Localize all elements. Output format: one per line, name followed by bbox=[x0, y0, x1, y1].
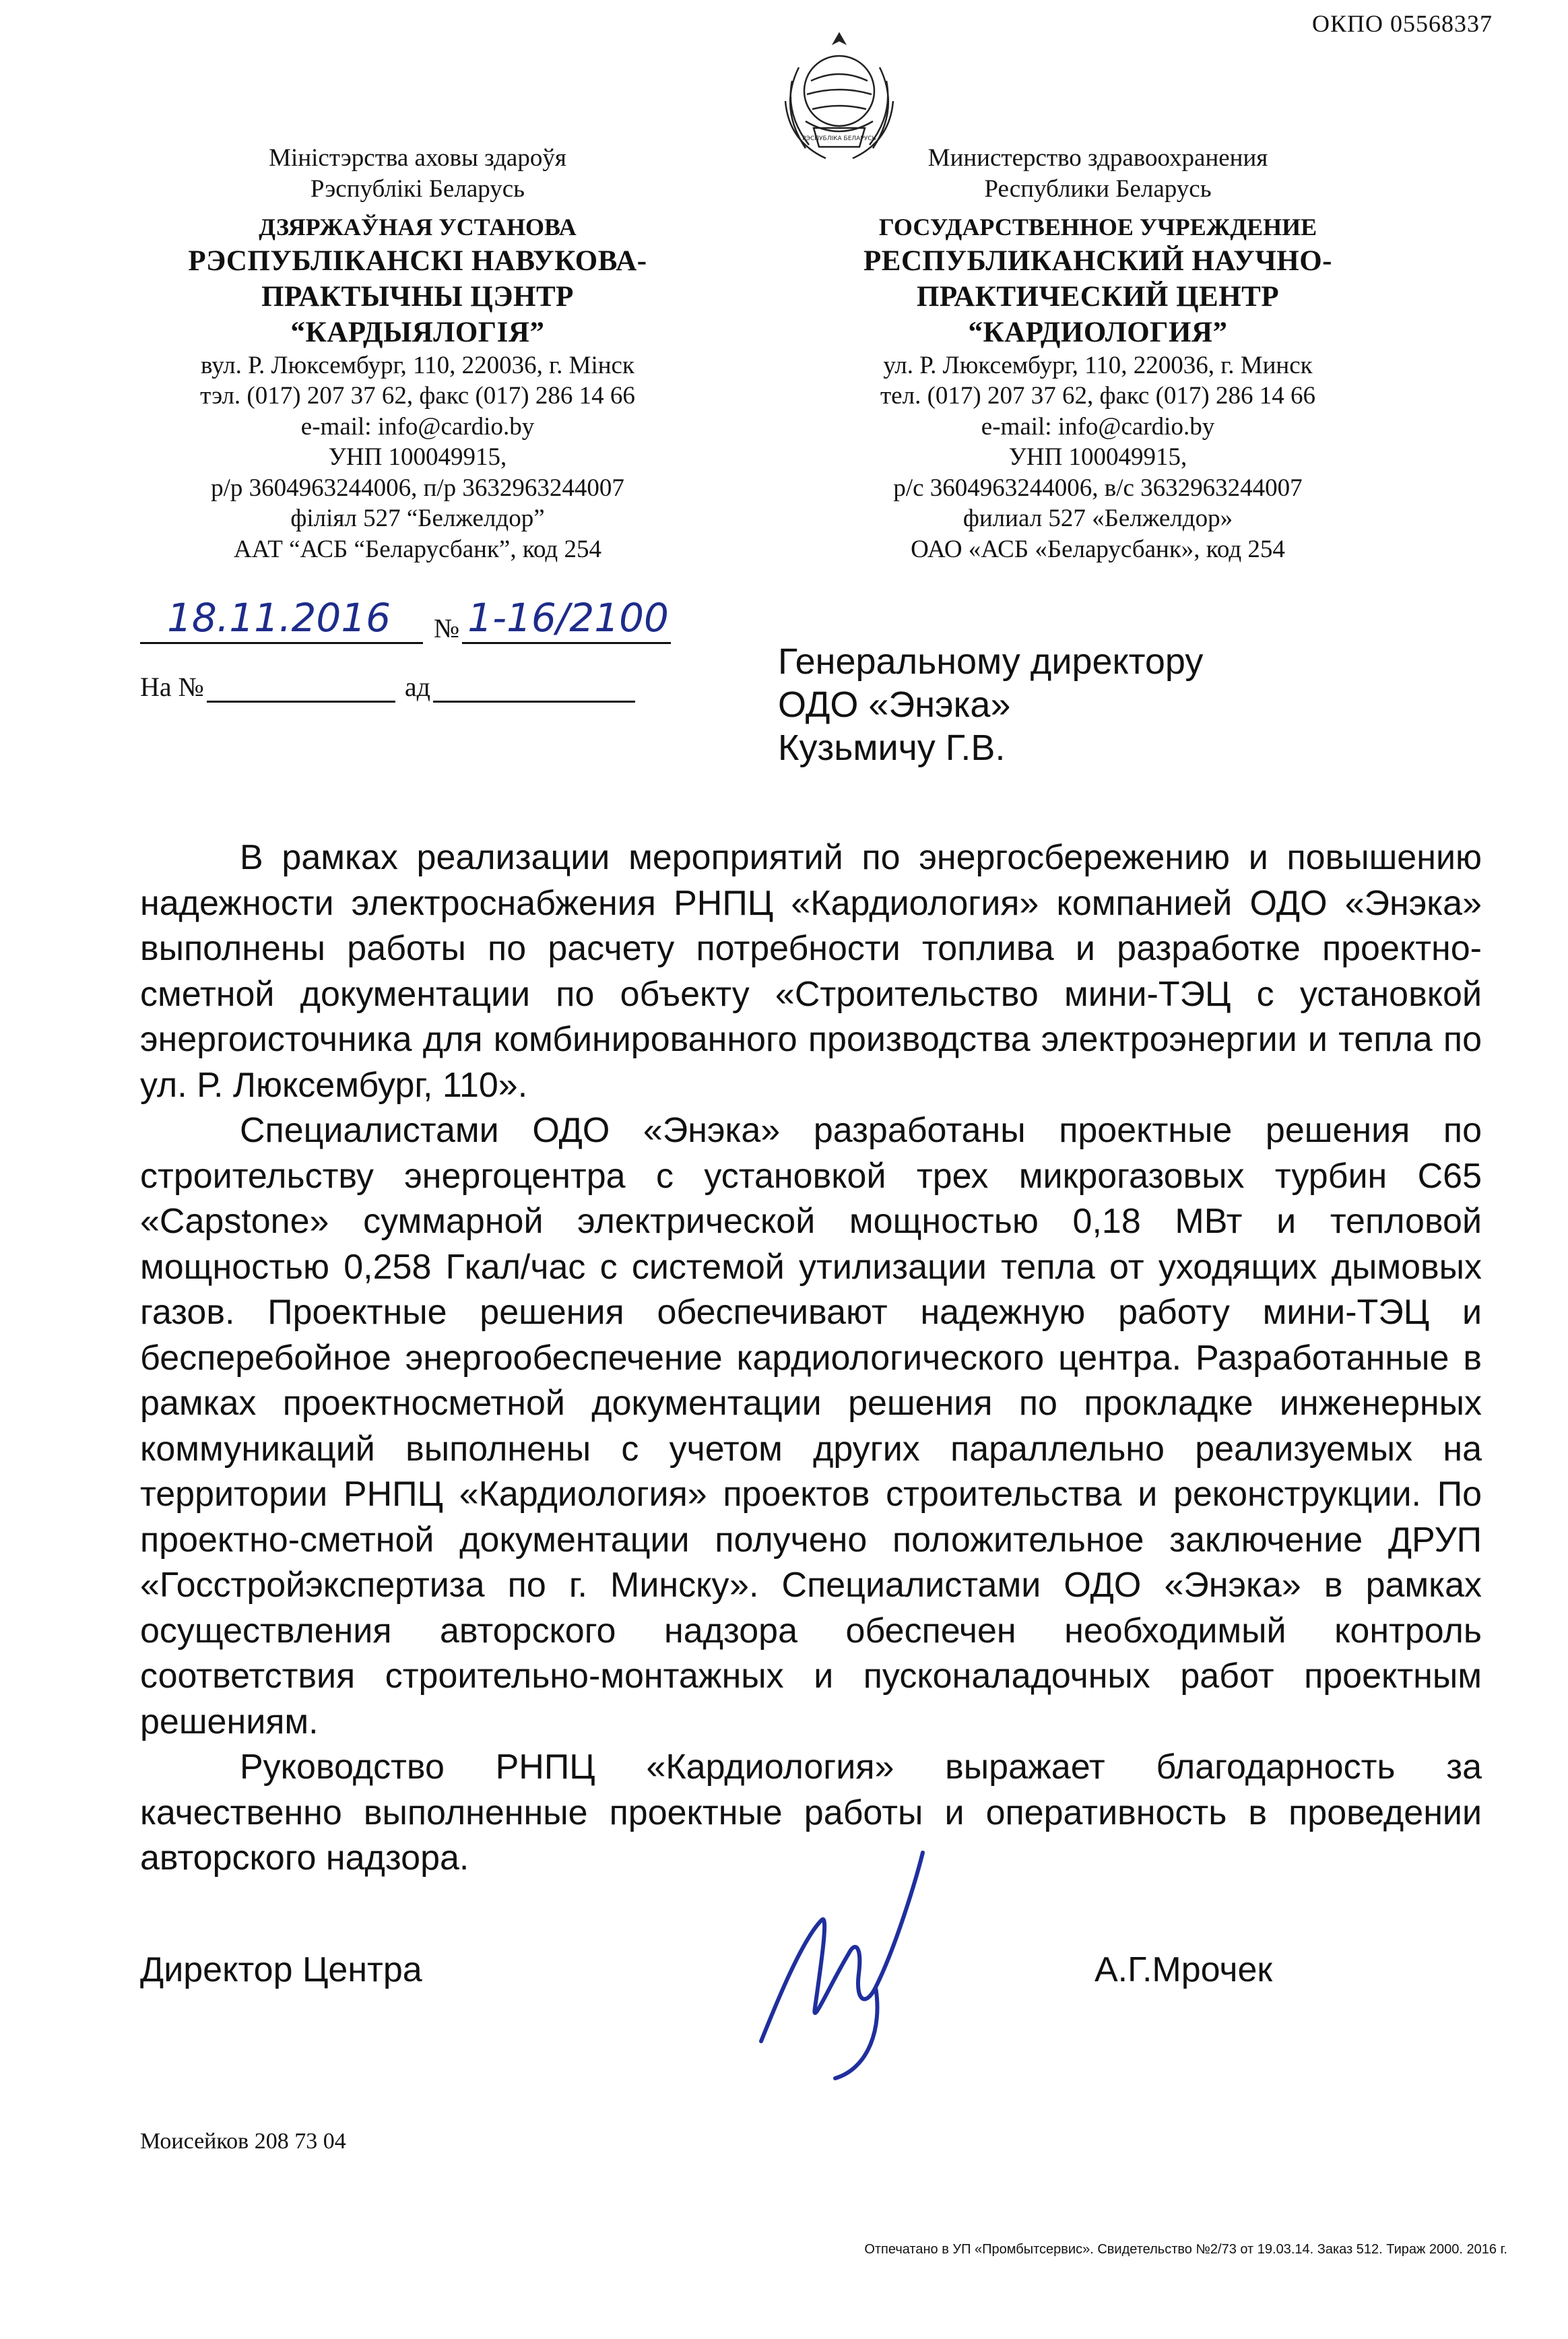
org-name-1: РЕСПУБЛИКАНСКИЙ НАУЧНО- bbox=[863, 245, 1332, 277]
org-type: ДЗЯРЖАЎНАЯ УСТАНОВА bbox=[259, 214, 577, 241]
addressee-line-3: Кузьмичу Г.В. bbox=[778, 728, 1006, 768]
okpo-code: ОКПО 05568337 bbox=[1311, 10, 1493, 37]
body-paragraph-1: В рамках реализации мероприятий по энергосбережению и повышению надежности электроснабжения РНПЦ «Кардиология» компанией ОДО «Энэка» выполнены работы по расчету потребности топлива и разработке проектно-сметной документации по объекту «Строительство мини-ТЭЦ с установкой энергоисточника для комбинированного производства электроэнергии и тепла по ул. Р. Люксембург, 110». bbox=[140, 838, 1482, 1105]
unp: УНП 100049915, bbox=[328, 443, 507, 471]
executor-contact: Моисейков 208 73 04 bbox=[140, 2129, 346, 2154]
ministry-line-2: Республики Беларусь bbox=[984, 174, 1212, 203]
ministry-line-2: Рэспублікі Беларусь bbox=[310, 174, 525, 203]
number-label: № bbox=[434, 613, 460, 643]
header-left bbox=[81, 143, 754, 565]
signatory-title: Директор Центра bbox=[140, 1950, 422, 1989]
body-paragraph-2: Специалистами ОДО «Энэка» разработаны проектные решения по строительству энергоцентра с установкой трех микрогазовых турбин С65 «Capstone» суммарной электрической мощностью 0,18 МВт и тепловой мощностью 0,258 Гкал/час с системой утилизации тепла от уходящих дымовых газов. Проектные решения обеспечивают надежную работу мини-ТЭЦ и бесперебойное энергообеспечение кардиологического центра. Разработанные в рамках проектносметной документации решения по прокладке инженерных коммуникаций выполнены с учетом других параллельно реализуемых на территории РНПЦ «Кардиология» проектов строительства и реконструкции. По проектно-сметной документации получено положительное заключение ДРУП «Госстройэкспертиза по г. Минску». Специалистами ОДО «Энэка» в рамках осуществления авторского надзора обеспечен необходимый контроль соответствия строительно-монтажных и пусконаладочных работ проектным решениям. bbox=[140, 1111, 1482, 1741]
bank: ААТ “АСБ “Беларусбанк”, код 254 bbox=[234, 535, 601, 563]
bank: ОАО «АСБ «Беларусбанк», код 254 bbox=[911, 535, 1285, 563]
reply-line bbox=[140, 668, 635, 703]
branch: филиал 527 «Белжелдор» bbox=[962, 505, 1233, 532]
print-info: Отпечатано в УП «Промбытсервис». Свидетельство №2/73 от 19.03.14. Заказ 512. Тираж 2000. 2016 г. bbox=[864, 2242, 1507, 2257]
org-name-3: “КАРДЫЯЛОГІЯ” bbox=[290, 316, 545, 348]
addressee-line-1: Генеральному директору bbox=[778, 641, 1204, 682]
accounts: р/с 3604963244006, в/с 3632963244007 bbox=[893, 474, 1303, 502]
phone: тэл. (017) 207 37 62, факс (017) 286 14 66 bbox=[200, 382, 635, 410]
handwritten-number: 1-16/2100 bbox=[467, 595, 669, 641]
org-type: ГОСУДАРСТВЕННОЕ УЧРЕЖДЕНИЕ bbox=[878, 214, 1317, 241]
email: e-mail: info@cardio.by bbox=[300, 412, 535, 441]
reply-number-field bbox=[207, 668, 395, 703]
phone: тел. (017) 207 37 62, факс (017) 286 14 66 bbox=[880, 382, 1315, 410]
body-paragraph-3: Руководство РНПЦ «Кардиология» выражает благодарность за качественно выполненные проектные работы и оперативность в проведении авторского надзора. bbox=[140, 1748, 1482, 1878]
number-field bbox=[462, 595, 671, 644]
org-name-2: ПРАКТИЧЕСКИЙ ЦЕНТР bbox=[916, 280, 1280, 313]
emblem-ribbon-text: РЭСПУБЛІКА БЕЛАРУСЬ bbox=[802, 135, 876, 142]
registration-line bbox=[140, 595, 671, 644]
org-name-3: “КАРДИОЛОГИЯ” bbox=[968, 316, 1228, 348]
ministry-line-1: Міністэрства аховы здароўя bbox=[269, 144, 566, 172]
branch: філіял 527 “Белжелдор” bbox=[290, 505, 545, 532]
unp: УНП 100049915, bbox=[1008, 443, 1187, 471]
addressee bbox=[778, 640, 1203, 769]
address: ул. Р. Люксембург, 110, 220036, г. Минск bbox=[883, 351, 1313, 379]
header-right bbox=[761, 143, 1435, 565]
addressee-line-2: ОДО «Энэка» bbox=[778, 684, 1011, 725]
accounts: р/р 3604963244006, п/р 3632963244007 bbox=[211, 474, 624, 502]
signatory-name: А.Г.Мрочек bbox=[1095, 1950, 1273, 1989]
ministry-line-1: Министерство здравоохранения bbox=[927, 144, 1268, 172]
date-field bbox=[140, 595, 423, 644]
handwritten-signature bbox=[721, 1839, 977, 2082]
reply-date-field bbox=[433, 668, 635, 703]
org-name-2: ПРАКТЫЧНЫ ЦЭНТР bbox=[261, 280, 574, 313]
letter-body bbox=[140, 835, 1482, 1882]
email: e-mail: info@cardio.by bbox=[981, 412, 1215, 441]
handwritten-date: 18.11.2016 bbox=[167, 595, 391, 641]
reply-from-label: ад bbox=[404, 672, 430, 702]
org-name-1: РЭСПУБЛІКАНСКІ НАВУКОВА- bbox=[188, 245, 647, 277]
address: вул. Р. Люксембург, 110, 220036, г. Мінск bbox=[201, 351, 634, 379]
reply-label: На № bbox=[140, 672, 204, 702]
